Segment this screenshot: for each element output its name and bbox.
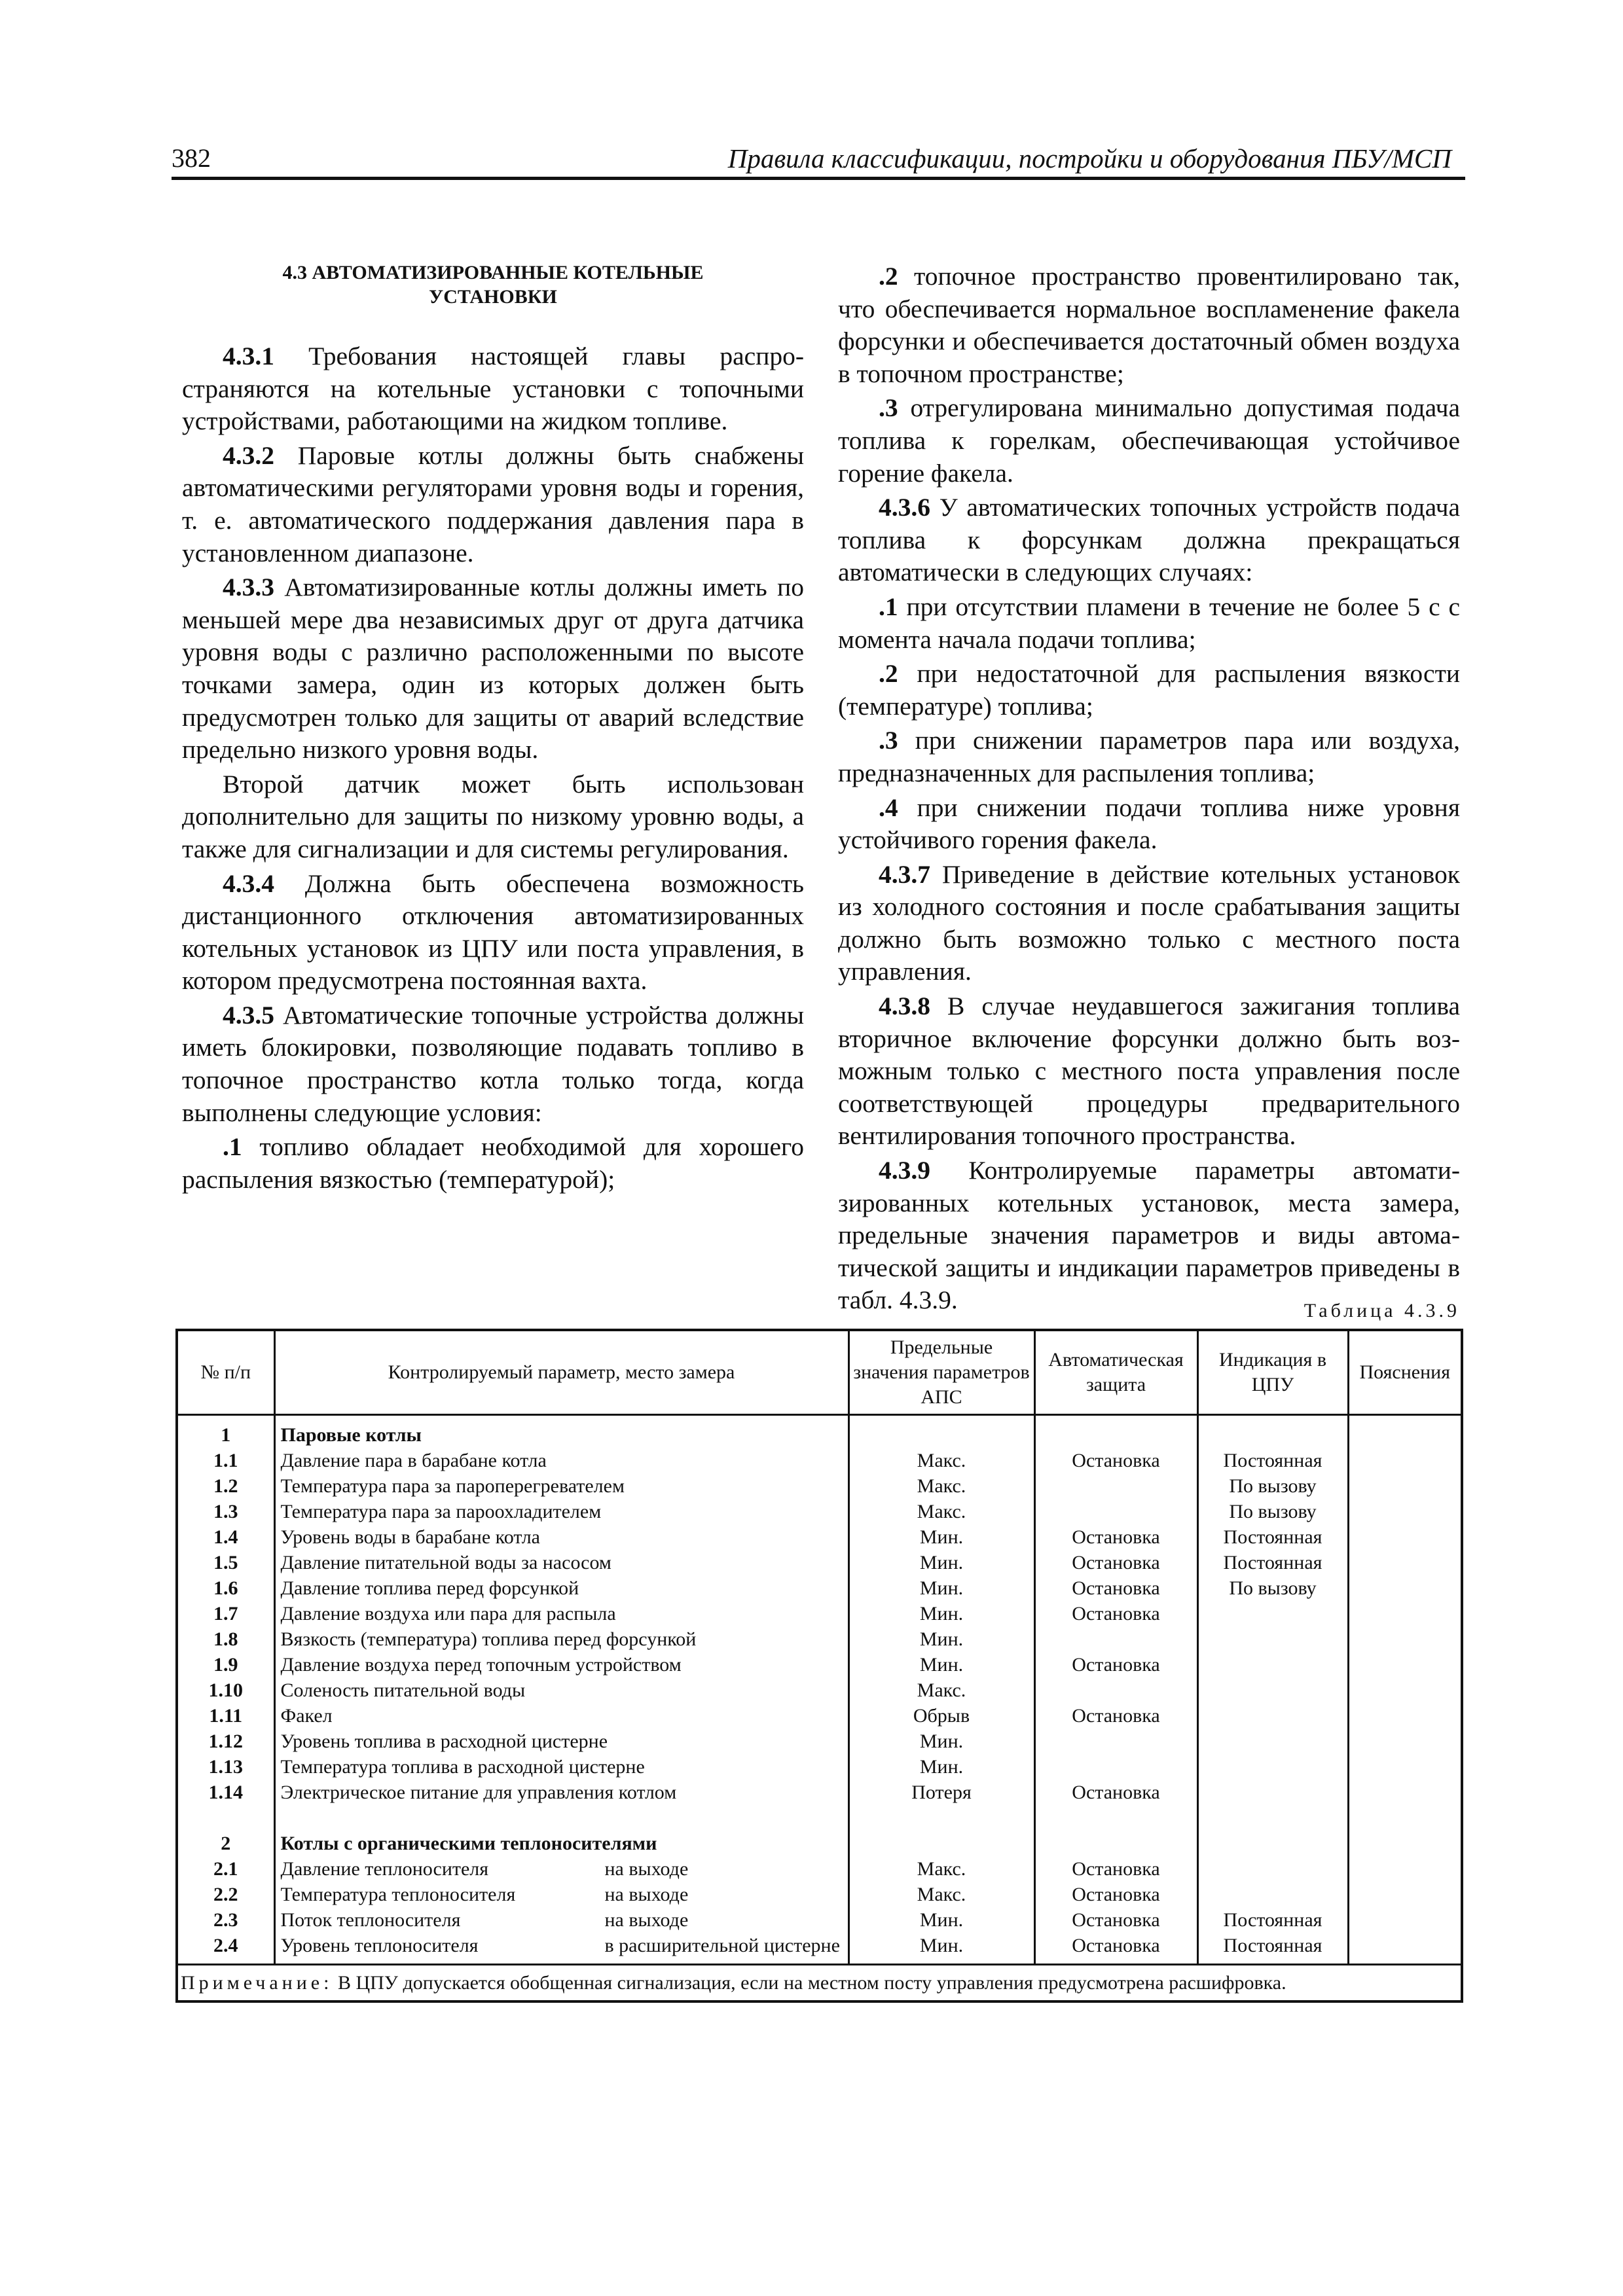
right-column [838,260,1460,1317]
limit-value: Макс. [848,1882,1034,1907]
group-number: 2 [221,1833,231,1854]
notes-cell [1348,1754,1462,1780]
clause-number: 4.3.1 [223,342,274,370]
spacer-row [177,1805,1462,1831]
parameter-name: Уровень теплоносителя [280,1935,479,1956]
table-row [177,1652,1462,1677]
row-number: 1.7 [213,1603,238,1624]
group-title-row [177,1415,1462,1448]
protection-type: Остановка [1034,1550,1197,1575]
header-num: № п/п [177,1330,274,1415]
table-row [177,1882,1462,1907]
table-row [177,1448,1462,1473]
spacer-cell [1197,1805,1348,1831]
protection-type [1034,1626,1197,1652]
clause-number: .4 [879,793,898,822]
indication-type: Постоянная [1197,1550,1348,1575]
indication-type: Постоянная [1197,1524,1348,1550]
limit-value: Мин. [848,1754,1034,1780]
row-number: 2.2 [213,1884,238,1905]
table-row [177,1524,1462,1550]
row-parameter: Давление пара в барабане котла [274,1448,848,1473]
row-number: 2.3 [213,1909,238,1931]
table-row [177,1780,1462,1805]
measurement-place: на выходе [604,1858,689,1880]
clause-number: 4.3.8 [879,992,930,1021]
clause-number: 4.3.2 [223,440,274,470]
header-protection: Автоматическая защита [1034,1330,1197,1415]
notes-cell [1348,1856,1462,1882]
clause-number: 4.3.4 [223,869,274,898]
parameter-name: Поток теплоносителя [280,1909,461,1931]
protection-type [1034,1677,1197,1703]
limit-value: Макс. [848,1473,1034,1499]
clause-number: .2 [879,659,898,689]
clause-number: .2 [879,262,898,291]
protection-type: Остановка [1034,1907,1197,1933]
indication-type [1197,1626,1348,1652]
paragraph [182,768,804,866]
row-number: 1.14 [208,1782,243,1803]
limit-value: Обрыв [848,1703,1034,1729]
row-parameter: Давление воздуха или пара для распыла [274,1601,848,1626]
protection-type: Остановка [1034,1703,1197,1729]
limit-value: Мин. [848,1601,1034,1626]
paragraph-text: Требования настоящей главы распространяются на котельные установки с топочными устройствами, работающими на жидком топливе. [182,342,804,436]
notes-cell [1348,1473,1462,1499]
paragraph-text: при отсутствии пламени в течение не более 5 с с момента начала подачи топлива; [838,592,1460,654]
row-parameter [274,1882,848,1907]
limit-value: Мин. [848,1524,1034,1550]
limit-value: Мин. [848,1729,1034,1754]
row-number: 1.8 [213,1628,238,1650]
header-limits: Предельные значения параметров АПС [848,1330,1034,1415]
group-title-row [177,1831,1462,1856]
indication-type [1197,1677,1348,1703]
table-row [177,1473,1462,1499]
protection-type: Остановка [1034,1780,1197,1805]
parameters-table-wrap [175,1329,1461,2003]
row-parameter: Температура топлива в расходной цистерне [274,1754,848,1780]
note-cell [177,1965,1462,2002]
row-number: 1.11 [209,1705,243,1727]
limit-value: Мин. [848,1626,1034,1652]
paragraph [838,260,1460,390]
notes-cell [1348,1882,1462,1907]
protection-type [1034,1473,1197,1499]
indication-type: Постоянная [1197,1448,1348,1473]
spacer-cell [177,1805,274,1831]
notes-cell [1348,1780,1462,1805]
row-number: 1.4 [213,1526,238,1548]
parameter-name: Температура теплоносителя [280,1884,516,1905]
notes-cell [1348,1448,1462,1473]
empty-cell [848,1415,1034,1448]
row-parameter [274,1933,848,1965]
limit-value: Мин. [848,1575,1034,1601]
table-row [177,1677,1462,1703]
measurement-place: в расширительной цистерне [604,1935,840,1956]
paragraph-text: Приведение в действие котельных установок из холодного состояния и после срабатывания защиты должно быть возможно только с местного поста управления. [838,859,1460,986]
indication-type: По вызову [1197,1575,1348,1601]
paragraph [838,792,1460,857]
notes-cell [1348,1626,1462,1652]
clause-number: 4.3.7 [879,859,930,889]
row-parameter: Соленость питательной воды [274,1677,848,1703]
group-title: Паровые котлы [274,1415,848,1448]
section-heading [182,260,804,309]
limit-value: Макс. [848,1499,1034,1524]
protection-type [1034,1754,1197,1780]
table-header-row [177,1330,1462,1415]
limit-value: Макс. [848,1448,1034,1473]
clause-number: .3 [879,393,898,423]
row-parameter: Вязкость (температура) топлива перед форсункой [274,1626,848,1652]
row-parameter: Факел [274,1703,848,1729]
empty-cell [1034,1415,1197,1448]
paragraph [182,440,804,569]
header-indication: Индикация в ЦПУ [1197,1330,1348,1415]
left-column [182,260,804,1196]
notes-cell [1348,1524,1462,1550]
row-number: 1.5 [213,1552,238,1573]
indication-type [1197,1780,1348,1805]
table-row [177,1703,1462,1729]
paragraph [182,340,804,438]
measurement-place: на выходе [604,1884,689,1905]
table-row [177,1499,1462,1524]
row-number: 1.2 [213,1475,238,1497]
header-notes: Пояснения [1348,1330,1462,1415]
empty-cell [1034,1831,1197,1856]
table-row [177,1575,1462,1601]
notes-cell [1348,1729,1462,1754]
parameter-name: Давление теплоносителя [280,1858,489,1880]
paragraph-text: Автоматические топочные устройства должны иметь блокировки, позволяющие подавать топливо в топочное пространство котла только тогда, когда выполнены следующие условия: [182,1000,804,1127]
paragraph [182,1131,804,1196]
paragraph-text: отрегулирована минимально допустимая подача топлива к горелкам, обеспечивающая устойчивое горение факела. [838,393,1460,488]
indication-type: Постоянная [1197,1933,1348,1965]
empty-cell [1197,1831,1348,1856]
note-text: В ЦПУ допускается обобщенная сигнализация, если на местном посту управления предусмотрена расшифровка. [333,1972,1286,1994]
limit-value: Мин. [848,1933,1034,1965]
indication-type [1197,1882,1348,1907]
notes-cell [1348,1499,1462,1524]
table-caption: Таблица 4.3.9 [1304,1300,1460,1321]
header-param: Контролируемый параметр, место замера [274,1330,848,1415]
paragraph-text: Второй датчик может быть использован дополнительно для защиты по низкому уровню воды, а также для сигнализации и для системы регулирования. [182,769,804,863]
row-number: 1.10 [208,1679,243,1701]
notes-cell [1348,1652,1462,1677]
notes-cell [1348,1550,1462,1575]
protection-type: Остановка [1034,1448,1197,1473]
table-row [177,1754,1462,1780]
table-row [177,1907,1462,1933]
paragraph [182,868,804,997]
indication-type: По вызову [1197,1473,1348,1499]
row-number: 1.9 [213,1654,238,1676]
protection-type: Остановка [1034,1933,1197,1965]
clause-number: 4.3.5 [223,1000,274,1030]
group-number: 1 [221,1424,231,1446]
indication-type [1197,1729,1348,1754]
indication-type [1197,1703,1348,1729]
header-rule [172,177,1465,180]
paragraph [182,999,804,1129]
indication-type [1197,1856,1348,1882]
paragraph-text: Паровые котлы должны быть снабжены автоматическими регуляторами уровня воды и горения, т. е. автоматического поддержания давления пара в установленном диапазоне. [182,440,804,567]
paragraph [838,492,1460,589]
row-number: 1.3 [213,1501,238,1522]
paragraph-text: топливо обладает необходимой для хорошего распыления вязкостью (температурой); [182,1132,804,1194]
clause-number: 4.3.6 [879,493,930,522]
paragraph-text: У автоматических топочных устройств подача топлива к форсункам должна прекращаться автоматически в следующих случаях: [838,493,1460,587]
paragraph [838,859,1460,988]
indication-type [1197,1754,1348,1780]
clause-number: 4.3.9 [879,1156,930,1185]
note-label: Примечание: [181,1972,333,1994]
section-heading-line2: УСТАНОВКИ [429,286,557,308]
spacer-cell [274,1805,848,1831]
row-parameter: Электрическое питание для управления котлом [274,1780,848,1805]
row-number: 1.13 [208,1756,243,1778]
protection-type: Остановка [1034,1882,1197,1907]
indication-type: По вызову [1197,1499,1348,1524]
empty-cell [1197,1415,1348,1448]
table-row [177,1550,1462,1575]
indication-type: Постоянная [1197,1907,1348,1933]
table-body [177,1415,1462,2002]
note-row [177,1965,1462,2002]
limit-value: Макс. [848,1856,1034,1882]
limit-value: Мин. [848,1652,1034,1677]
paragraph [182,571,804,766]
paragraph-text: при недостаточной для распыления вязкости (температуре) топлива; [838,659,1460,721]
paragraph [838,591,1460,656]
paragraph [838,392,1460,490]
measurement-place: на выходе [604,1909,689,1931]
notes-cell [1348,1677,1462,1703]
page-number: 382 [172,143,211,173]
paragraph-text: Контролируемые параметры автоматизированных котельных установок, места замера, предельные значения параметров и виды автоматической защиты и индикации параметров приведены в табл. 4.3.9. [838,1156,1460,1315]
empty-cell [1348,1415,1462,1448]
row-parameter: Температура пара за пароохладителем [274,1499,848,1524]
running-title: Правила классификации, постройки и оборудования ПБУ/МСП [727,143,1451,173]
indication-type [1197,1601,1348,1626]
paragraph-text: при снижении параметров пара или воздуха, предназначенных для распыления топлива; [838,726,1460,787]
protection-type: Остановка [1034,1856,1197,1882]
clause-number: 4.3.3 [223,573,274,602]
empty-cell [1348,1831,1462,1856]
empty-cell [848,1831,1034,1856]
row-parameter [274,1856,848,1882]
notes-cell [1348,1907,1462,1933]
protection-type [1034,1499,1197,1524]
limit-value: Мин. [848,1907,1034,1933]
protection-type: Остановка [1034,1652,1197,1677]
paragraph [838,1155,1460,1317]
notes-cell [1348,1703,1462,1729]
clause-number: .3 [879,726,898,755]
spacer-cell [848,1805,1034,1831]
table-row [177,1729,1462,1754]
spacer-cell [1034,1805,1197,1831]
table-row [177,1626,1462,1652]
notes-cell [1348,1601,1462,1626]
paragraph-text: Должна быть обеспечена возможность дистанционного отключения автоматизированных котельных установок из ЦПУ или поста управления, в котором предусмотрена постоянная вахта. [182,869,804,996]
limit-value: Макс. [848,1677,1034,1703]
row-number: 2.4 [213,1935,238,1956]
notes-cell [1348,1933,1462,1965]
parameters-table [175,1329,1463,2003]
row-number: 2.1 [213,1858,238,1880]
paragraph [838,725,1460,789]
clause-number: .1 [879,592,898,621]
notes-cell [1348,1575,1462,1601]
row-parameter: Уровень топлива в расходной цистерне [274,1729,848,1754]
group-title: Котлы с органическими теплоносителями [274,1831,848,1856]
table-row [177,1933,1462,1965]
protection-type: Остановка [1034,1524,1197,1550]
row-parameter: Давление топлива перед форсункой [274,1575,848,1601]
indication-type [1197,1652,1348,1677]
paragraph-text: при снижении подачи топлива ниже уровня устойчивого горения факела. [838,793,1460,855]
protection-type [1034,1729,1197,1754]
row-number: 1.1 [213,1450,238,1471]
section-heading-line1: 4.3 АВТОМАТИЗИРОВАННЫЕ КОТЕЛЬНЫЕ [282,262,704,283]
paragraph-text: топочное пространство провентилировано так, что обеспечивается нормальное воспламенение факела форсунки и обеспечивается достаточный обмен воздуха в топочном пространстве; [838,262,1460,388]
protection-type: Остановка [1034,1575,1197,1601]
paragraph-text: В случае неудавшегося зажигания топлива вторичное включение форсунки должно быть возможным только с местного поста управления после соответствующей процедуры предварительного вентилирования топочного пространства. [838,992,1460,1151]
protection-type: Остановка [1034,1601,1197,1626]
limit-value: Потеря [848,1780,1034,1805]
row-number: 1.12 [208,1731,243,1752]
table-row [177,1601,1462,1626]
row-parameter: Давление питательной воды за насосом [274,1550,848,1575]
paragraph-text: Автоматизированные котлы должны иметь по меньшей мере два независимых друг от друга датчика уровня воды с различно расположенными по высоте точками замера, один из которых должен быть предусмотрен только для защиты от аварий вследствие предельно низкого уровня воды. [182,573,804,764]
paragraph [838,658,1460,723]
row-parameter: Температура пара за пароперегревателем [274,1473,848,1499]
row-parameter: Давление воздуха перед топочным устройством [274,1652,848,1677]
row-parameter [274,1907,848,1933]
row-number: 1.6 [213,1577,238,1599]
paragraph [838,990,1460,1153]
limit-value: Мин. [848,1550,1034,1575]
spacer-cell [1348,1805,1462,1831]
row-parameter: Уровень воды в барабане котла [274,1524,848,1550]
table-row [177,1856,1462,1882]
clause-number: .1 [223,1132,242,1162]
